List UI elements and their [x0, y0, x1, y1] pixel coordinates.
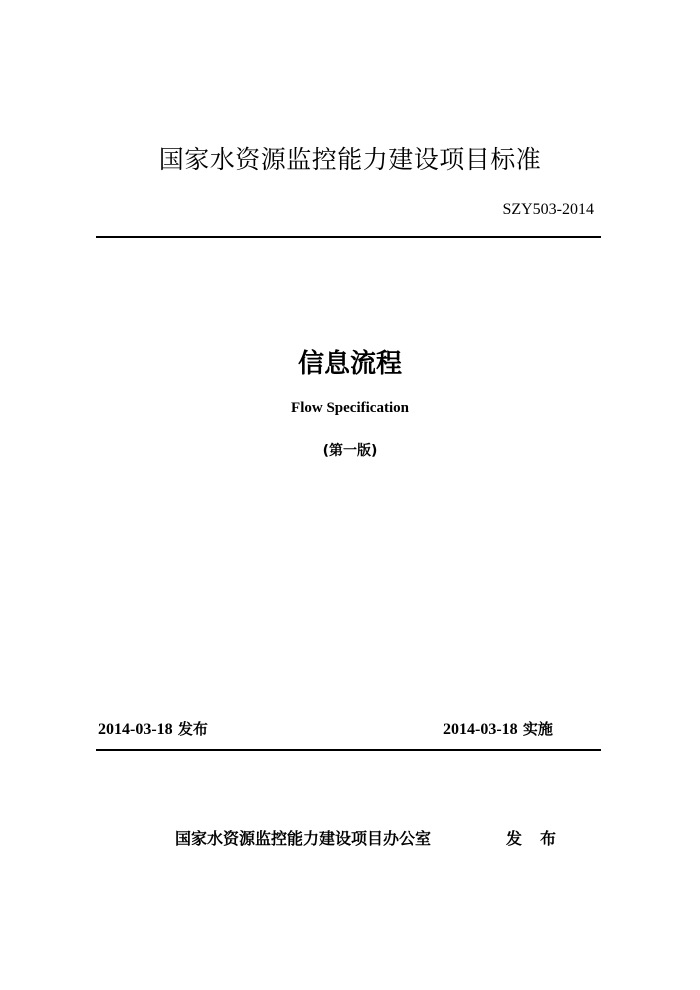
bottom-divider [96, 749, 601, 751]
release-date: 2014-03-18 [98, 721, 173, 738]
issue-label: 发布 [506, 829, 575, 848]
standard-series-title: 国家水资源监控能力建设项目标准 [158, 145, 542, 174]
document-english-title: Flow Specification [291, 400, 409, 416]
document-title: 信息流程 [297, 349, 402, 379]
release-date-line [98, 718, 208, 739]
implement-label: 实施 [522, 720, 553, 738]
release-label: 发布 [177, 720, 208, 738]
implement-date: 2014-03-18 [443, 721, 518, 738]
implement-date-line [443, 718, 553, 739]
edition-label: (第一版) [322, 443, 378, 459]
standard-number: SZY503-2014 [502, 201, 594, 218]
issuing-office: 国家水资源监控能力建设项目办公室 [175, 829, 432, 848]
top-divider [96, 236, 601, 238]
